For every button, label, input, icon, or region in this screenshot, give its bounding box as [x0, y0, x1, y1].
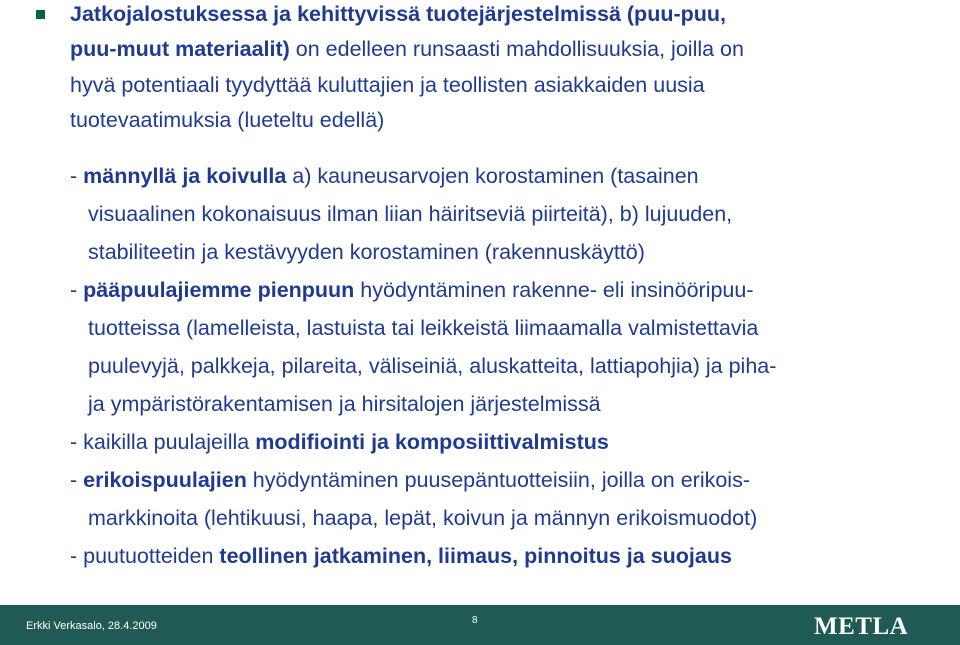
bold-text: modifiointi ja komposiittivalmistus: [255, 430, 609, 454]
text-line: [88, 354, 776, 378]
page-number: 8: [472, 615, 478, 626]
text-run: tuotevaatimuksia (lueteltu edellä): [70, 108, 385, 132]
text-line: [70, 73, 705, 97]
bold-text: teollinen jatkaminen, liimaus, pinnoitus ja suojaus: [219, 544, 732, 568]
text-run: ja ympäristörakentamisen ja hirsitalojen järjestelmissä: [88, 392, 601, 416]
text-line: [88, 202, 732, 226]
text-line: [70, 278, 754, 302]
text-line: [88, 240, 645, 264]
text-line: [70, 468, 750, 492]
text-line: [88, 316, 758, 340]
text-run: hyvä potentiaali tyydyttää kuluttajien ja teollisten asiakkaiden uusia: [70, 73, 705, 97]
text-run: markkinoita (lehtikuusi, haapa, lepät, koivun ja männyn erikoismuodot): [88, 506, 758, 530]
text-line: [70, 430, 609, 454]
text-line: [70, 108, 384, 132]
text-run: - puutuotteiden: [70, 544, 220, 568]
text-run: stabiliteetin ja kestävyyden korostaminen (rakennuskäyttö): [88, 240, 645, 264]
text-line: [88, 506, 757, 530]
bold-text: männyllä ja koivulla: [83, 164, 287, 188]
text-run: visuaalinen kokonaisuus ilman liian häiritseviä piirteitä), b) lujuuden,: [88, 202, 733, 226]
text-run: -: [70, 164, 84, 188]
text-line: [88, 392, 601, 416]
square-bullet-icon: [36, 10, 45, 19]
text-run: hyödyntäminen puusepäntuotteisiin, joilla on erikois-: [246, 468, 750, 492]
bold-text: erikoispuulajien: [83, 468, 247, 492]
text-line: [70, 544, 732, 568]
text-run: -: [70, 468, 84, 492]
bold-text: Jatkojalostuksessa ja kehittyvissä tuotejärjestelmissä (puu-puu,: [70, 2, 726, 26]
text-run: tuotteissa (lamelleista, lastuista tai leikkeistä liimaamalla valmistettavia: [88, 316, 759, 340]
bold-text: pääpuulajiemme pienpuun: [83, 278, 355, 302]
metla-logo: METLA: [814, 613, 909, 640]
text-line: [70, 164, 699, 188]
text-run: hyödyntäminen rakenne- eli insinööripuu-: [354, 278, 754, 302]
text-run: puulevyjä, palkkeja, pilareita, väliseiniä, aluskatteita, lattiapohjia) ja piha-: [88, 354, 777, 378]
text-run: -: [70, 278, 84, 302]
footer-bar: [0, 605, 960, 645]
footer-author-date: Erkki Verkasalo, 28.4.2009: [26, 620, 157, 632]
bold-text: puu-muut materiaalit): [70, 37, 290, 61]
text-run: a) kauneusarvojen korostaminen (tasainen: [286, 164, 699, 188]
text-run: - kaikilla puulajeilla: [70, 430, 256, 454]
text-line: [70, 37, 744, 61]
text-run: on edelleen runsaasti mahdollisuuksia, joilla on: [289, 37, 744, 61]
text-line: [70, 2, 726, 26]
